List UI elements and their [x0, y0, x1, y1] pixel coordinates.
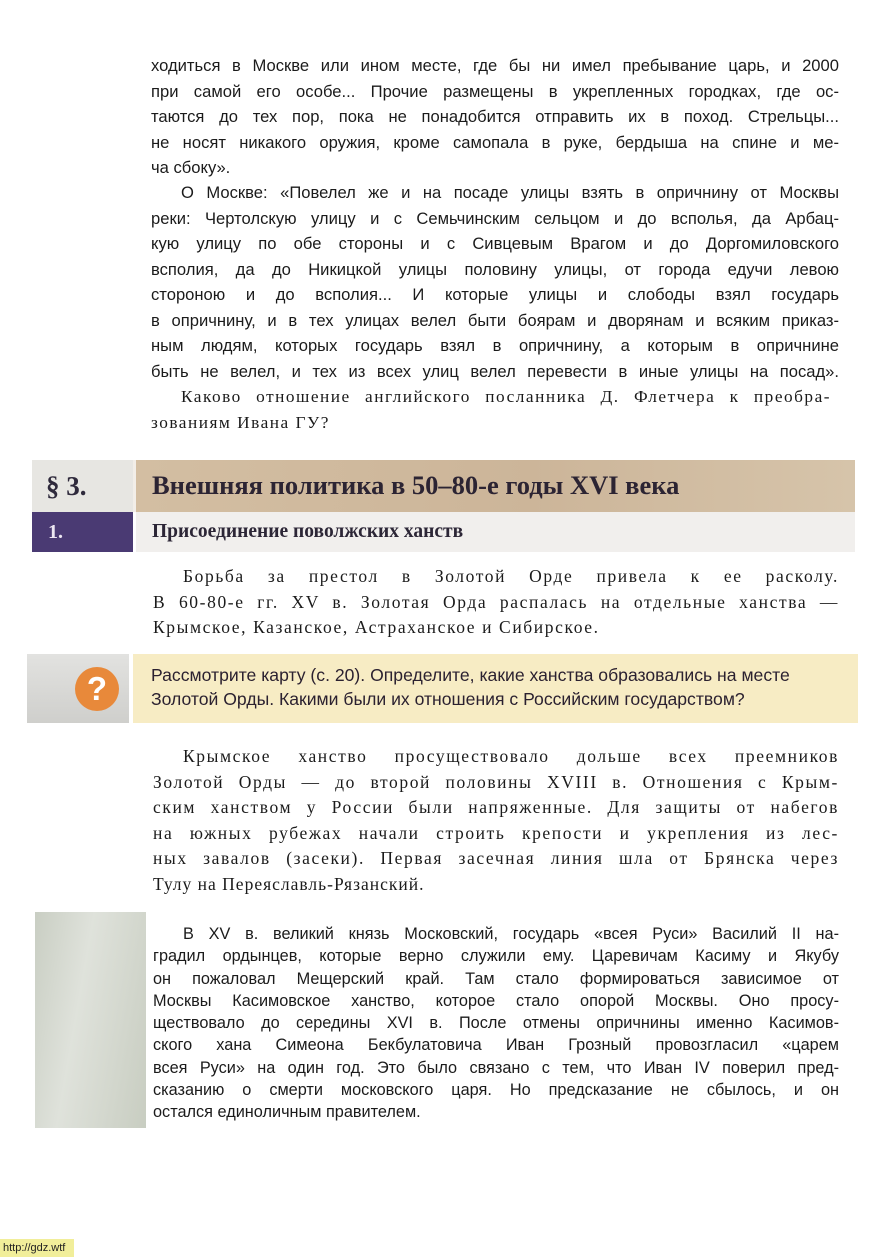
text-line: Тулу на Переяславль-Рязанский.	[153, 873, 425, 894]
text-line: О Москве: «Повелел же и на посаде улицы взять в опричнину от Москвы	[181, 183, 839, 202]
text-line: Рассмотрите карту (с. 20). Определите, какие ханства образовались на месте	[151, 665, 790, 685]
section-header	[32, 460, 855, 552]
text-line: Каково отношение английского посланника Д. Флетчера к преобра-	[181, 387, 831, 406]
section-title: Внешняя политика в 50–80-е годы XVI века	[133, 460, 855, 512]
text-line: сказанию о смерти московского царя. Но предсказание не сбылось, и он	[153, 1081, 839, 1100]
moscow-quote-paragraph	[151, 180, 839, 384]
text-line: В 60-80-е гг. XV в. Золотая Орда распалась на отдельные ханства —	[153, 591, 839, 612]
text-line: таются до тех пор, пока не понадобится отправить их в поход. Стрельцы...	[151, 107, 839, 126]
text-line: Борьба за престол в Золотой Орде привела к ее расколу.	[183, 566, 839, 586]
side-illustration	[35, 912, 146, 1128]
text-line: при самой его особе... Прочие размещены в укрепленных городках, где ос-	[151, 81, 839, 101]
text-line: градил ордынцев, которые верно служили ему. Царевичам Касиму и Якубу	[153, 947, 839, 966]
crimea-paragraph	[153, 744, 839, 898]
text-line: всея Руси» на один год. Это было связано с тем, что Иван IV поверил пред-	[153, 1058, 839, 1077]
section-number: § 3.	[32, 460, 133, 512]
text-line: Крымское ханство просуществовало дольше всех преемников	[183, 746, 839, 766]
text-line: Москвы Касимовское ханство, которое стало опорой Москвы. Оно просу-	[153, 991, 839, 1010]
text-line: реки: Чертолскую улицу и с Семьчинским сельцом и до всполья, да Арбац-	[151, 208, 839, 228]
text-line: В XV в. великий князь Московский, государь «всея Руси» Василий II на-	[183, 925, 839, 943]
text-line: Крымское, Казанское, Астраханское и Сибирское.	[153, 617, 600, 638]
text-line: всполия, да до Никицкой улицы половину улицы, от города едучи левою	[151, 259, 839, 279]
review-question	[151, 384, 831, 435]
text-line: ных завалов (засеки). Первая засечная линия шла от Брянска через	[153, 848, 839, 869]
intro-paragraph	[153, 564, 839, 641]
text-line: ским ханством у России были напряженные. Для защиты от набегов	[153, 797, 839, 818]
text-line: ным людям, которых государь взял в опричнину, а которым в опричнине	[151, 336, 839, 355]
text-line: остался единоличным правителем.	[153, 1103, 421, 1122]
text-line: ходиться в Москве или ином месте, где бы ни имел пребывание царь, и 2000	[151, 56, 839, 75]
text-line: Золотой Орды. Какими были их отношения с Российским государством?	[151, 688, 745, 709]
text-line: стороною и до всполия... И которые улицы и слободы взял государь	[151, 285, 839, 304]
text-line: не носят никакого оружия, кроме самопала в руке, бердыша на спине и ме-	[151, 132, 839, 152]
text-line: зованиям Ивана ГУ?	[151, 412, 330, 432]
task-box	[27, 654, 858, 723]
text-line: Золотой Орды — до второй половины XVIII в. Отношения с Крым-	[153, 771, 839, 792]
text-line: в опричнину, и в тех улицах велел быти боярам и дворянам и всяким приказ-	[151, 310, 839, 330]
text-line: он пожаловал Мещерский край. Там стало формироваться зависимое от	[153, 969, 839, 988]
task-icon-panel	[27, 654, 129, 723]
subsection-number: 1.	[32, 512, 133, 552]
text-line: на южных рубежах начали строить крепости и укрепления из лес-	[153, 822, 839, 843]
watermark-link[interactable]: http://gdz.wtf	[0, 1239, 74, 1257]
text-line: быть не велел, и тех из всех улиц велел перевести в иные улицы на посад».	[151, 361, 839, 381]
text-line: кую улицу по обе стороны и с Сивцевым Врагом и до Доргомиловского	[151, 234, 839, 253]
text-line: ского хана Симеона Бекбулатовича Иван Грозный провозгласил «царем	[153, 1036, 839, 1055]
text-line: ществовало до середины XVI в. После отмены опричнины именно Касимов-	[153, 1014, 839, 1033]
task-text	[129, 654, 858, 723]
kasimov-paragraph	[153, 923, 839, 1124]
text-line: ча сбоку».	[151, 158, 231, 177]
subsection-title: Присоединение поволжских ханств	[133, 512, 855, 552]
question-icon: ?	[75, 667, 119, 711]
quote-paragraph	[151, 53, 839, 181]
